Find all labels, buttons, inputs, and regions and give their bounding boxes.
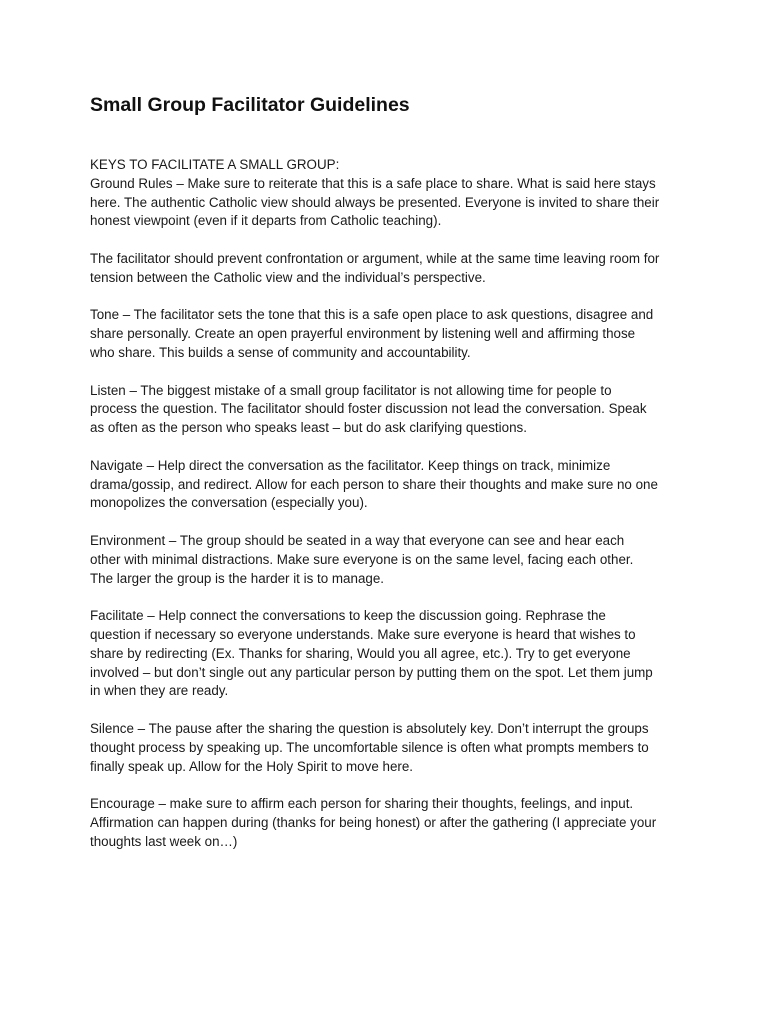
paragraph-line: Listen – The biggest mistake of a small group facilitator is not allowing time for people to (90, 382, 612, 398)
paragraph-line: question if necessary so everyone understands. Make sure everyone is heard that wishes to (90, 626, 636, 642)
paragraph-line: Ground Rules – Make sure to reiterate that this is a safe place to share. What is said here stays (90, 175, 656, 191)
paragraph-line: here. The authentic Catholic view should always be presented. Everyone is invited to share their (90, 194, 660, 210)
paragraph-line: as often as the person who speaks least – but do ask clarifying questions. (90, 420, 527, 436)
paragraph-line: monopolizes the conversation (especially you). (90, 495, 368, 511)
paragraph-line: Encourage – make sure to affirm each person for sharing their thoughts, feelings, and input. (90, 796, 634, 812)
paragraph-line: share personally. Create an open prayerful environment by listening well and affirming those (90, 326, 636, 342)
paragraph-facilitate (90, 607, 690, 701)
paragraph-line: The larger the group is the harder it is to manage. (90, 570, 385, 586)
paragraph-line: share by redirecting (Ex. Thanks for sharing, Would you all agree, etc.). Try to get everyone (90, 645, 631, 661)
paragraph-line: process the question. The facilitator should foster discussion not lead the conversation. Speak (90, 401, 647, 417)
paragraph-line: tension between the Catholic view and the individual’s perspective. (90, 269, 486, 285)
paragraph-line: finally speak up. Allow for the Holy Spirit to move here. (90, 758, 414, 774)
keys-heading: KEYS TO FACILITATE A SMALL GROUP: (90, 157, 340, 172)
paragraph-line: Tone – The facilitator sets the tone that this is a safe open place to ask questions, disagree and (90, 307, 654, 323)
document-body (90, 156, 690, 870)
paragraph-line: Affirmation can happen during (thanks for being honest) or after the gathering (I appreciate your (90, 814, 657, 830)
paragraph-tone (90, 306, 690, 362)
paragraph-line: who share. This builds a sense of community and accountability. (90, 344, 471, 360)
paragraph-line: The facilitator should prevent confrontation or argument, while at the same time leaving room for (90, 250, 660, 266)
paragraph-line: thought process by speaking up. The uncomfortable silence is often what prompts members to (90, 739, 649, 755)
document-title: Small Group Facilitator Guidelines (90, 94, 410, 116)
paragraph-line: Facilitate – Help connect the conversations to keep the discussion going. Rephrase the (90, 608, 606, 624)
paragraph-line: other with minimal distractions. Make sure everyone is on the same level, facing each other. (90, 551, 634, 567)
paragraph-navigate (90, 457, 690, 513)
paragraph-line: Silence – The pause after the sharing the question is absolutely key. Don’t interrupt the groups (90, 720, 649, 736)
paragraph-line: drama/gossip, and redirect. Allow for each person to share their thoughts and make sure no one (90, 476, 658, 492)
paragraph-facilitator-confrontation (90, 250, 690, 288)
paragraph-line: involved – but don’t single out any particular person by putting them on the spot. Let them jump (90, 664, 653, 680)
paragraph-listen (90, 382, 690, 438)
paragraph-environment (90, 532, 690, 588)
guideline-sections (90, 175, 690, 852)
paragraph-encourage (90, 795, 690, 851)
paragraph-line: Navigate – Help direct the conversation as the facilitator. Keep things on track, minimize (90, 457, 611, 473)
paragraph-ground-rules (90, 175, 690, 231)
paragraph-line: honest viewpoint (even if it departs from Catholic teaching). (90, 213, 442, 229)
paragraph-line: Environment – The group should be seated in a way that everyone can see and hear each (90, 532, 625, 548)
paragraph-line: thoughts last week on…) (90, 833, 238, 849)
paragraph-silence (90, 720, 690, 776)
paragraph-line: in when they are ready. (90, 683, 229, 699)
